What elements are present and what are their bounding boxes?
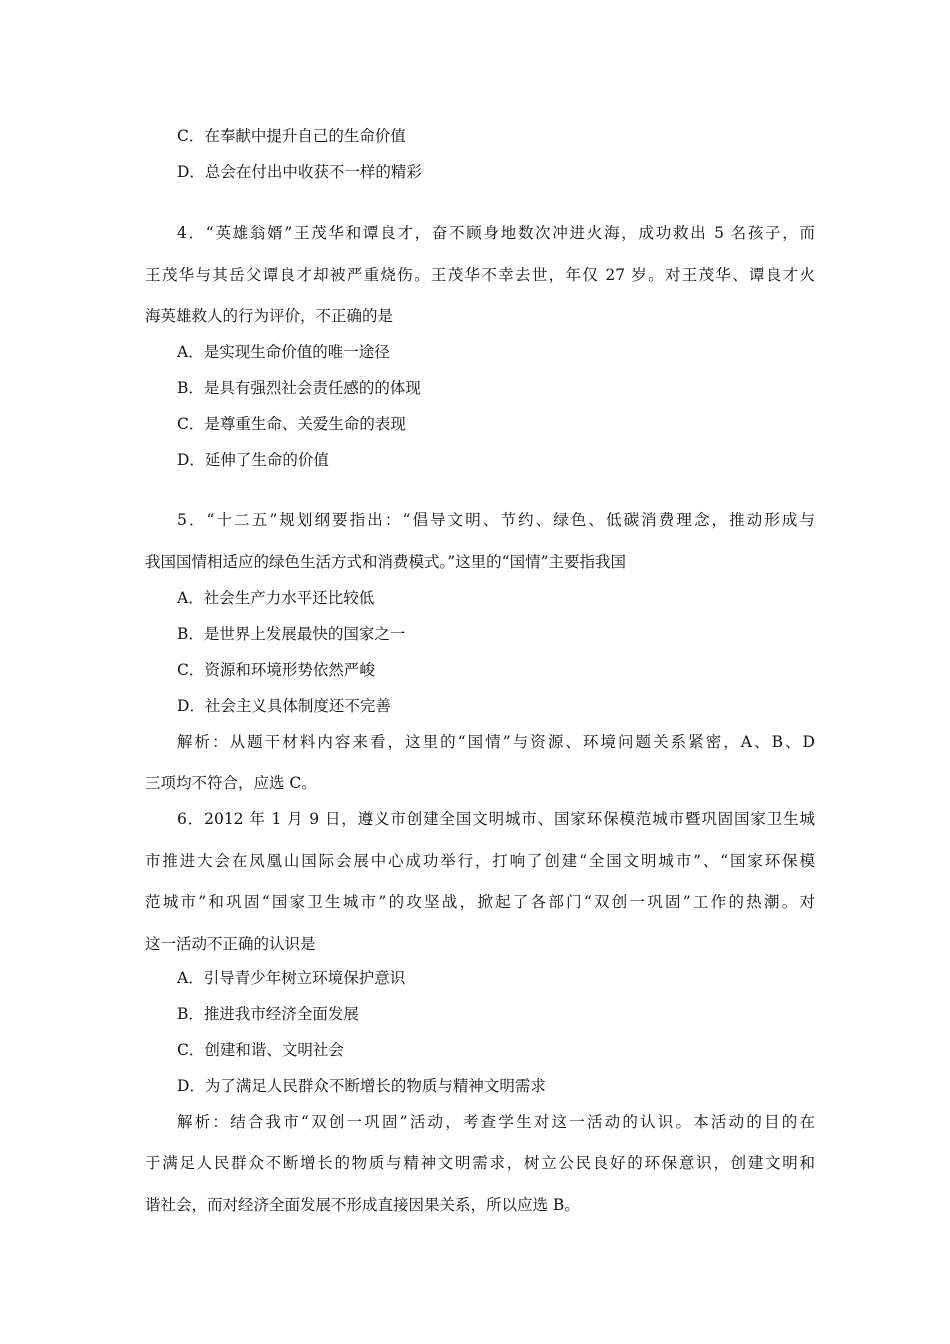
q6-stem-line-2: 市推进大会在凤凰山国际会展中心成功举行，打响了创建“全国文明城市”、“国家环保模 <box>145 852 815 870</box>
q5-option-c: C．资源和环境形势依然严峻 <box>177 661 375 679</box>
q6-stem-line-3: 范城市”和巩固“国家卫生城市”的攻坚战，掀起了各部门“双创一巩固”工作的热潮。对 <box>145 893 815 911</box>
q4-option-d: D．延伸了生命的价值 <box>177 451 329 469</box>
q5-stem-line-2: 我国国情相适应的绿色生活方式和消费模式。”这里的“国情”主要指我国 <box>145 553 627 571</box>
q5-option-a: A．社会生产力水平还比较低 <box>177 589 375 607</box>
q5-option-d: D．社会主义具体制度还不完善 <box>177 697 391 715</box>
q5-analysis-line-2: 三项均不符合，应选 C。 <box>145 774 317 792</box>
q4-option-c: C．是尊重生命、关爱生命的表现 <box>177 415 406 433</box>
q3-option-c: C．在奉献中提升自己的生命价值 <box>177 127 406 145</box>
q4-stem-line-1: 4．“英雄翁婿”王茂华和谭良才，奋不顾身地数次冲进火海，成功救出 5 名孩子，而 <box>177 224 815 242</box>
q6-option-a: A．引导青少年树立环境保护意识 <box>177 969 406 987</box>
q6-analysis-line-1: 解析：结合我市“双创一巩固”活动，考查学生对这一活动的认识。本活动的目的在 <box>177 1113 815 1131</box>
q6-option-b: B．推进我市经济全面发展 <box>177 1005 359 1023</box>
q6-option-c: C．创建和谐、文明社会 <box>177 1041 344 1059</box>
q4-option-a: A．是实现生命价值的唯一途径 <box>177 343 390 361</box>
q4-stem-line-2: 王茂华与其岳父谭良才却被严重烧伤。王茂华不幸去世，年仅 27 岁。对王茂华、谭良才火 <box>145 266 815 284</box>
q5-stem-line-1: 5．“十二五”规划纲要指出：“倡导文明、节约、绿色、低碳消费理念，推动形成与 <box>177 511 815 529</box>
q4-option-b: B．是具有强烈社会责任感的的体现 <box>177 379 421 397</box>
q4-stem-line-3: 海英雄救人的行为评价，不正确的是 <box>145 307 394 325</box>
q6-option-d: D．为了满足人民群众不断增长的物质与精神文明需求 <box>177 1077 546 1095</box>
q6-stem-line-1: 6．2012 年 1 月 9 日，遵义市创建全国文明城市、国家环保模范城市暨巩固国家卫生城 <box>177 810 815 828</box>
q6-analysis-line-3: 谐社会，而对经济全面发展不形成直接因果关系，所以应选 B。 <box>145 1196 580 1214</box>
q6-stem-line-4: 这一活动不正确的认识是 <box>145 935 316 953</box>
q5-analysis-line-1: 解析：从题干材料内容来看，这里的“国情”与资源、环境问题关系紧密，A、B、D <box>177 733 815 751</box>
q6-analysis-line-2: 于满足人民群众不断增长的物质与精神文明需求，树立公民良好的环保意识，创建文明和 <box>145 1154 815 1172</box>
q5-option-b: B．是世界上发展最快的国家之一 <box>177 625 406 643</box>
q3-option-d: D．总会在付出中收获不一样的精彩 <box>177 163 422 181</box>
